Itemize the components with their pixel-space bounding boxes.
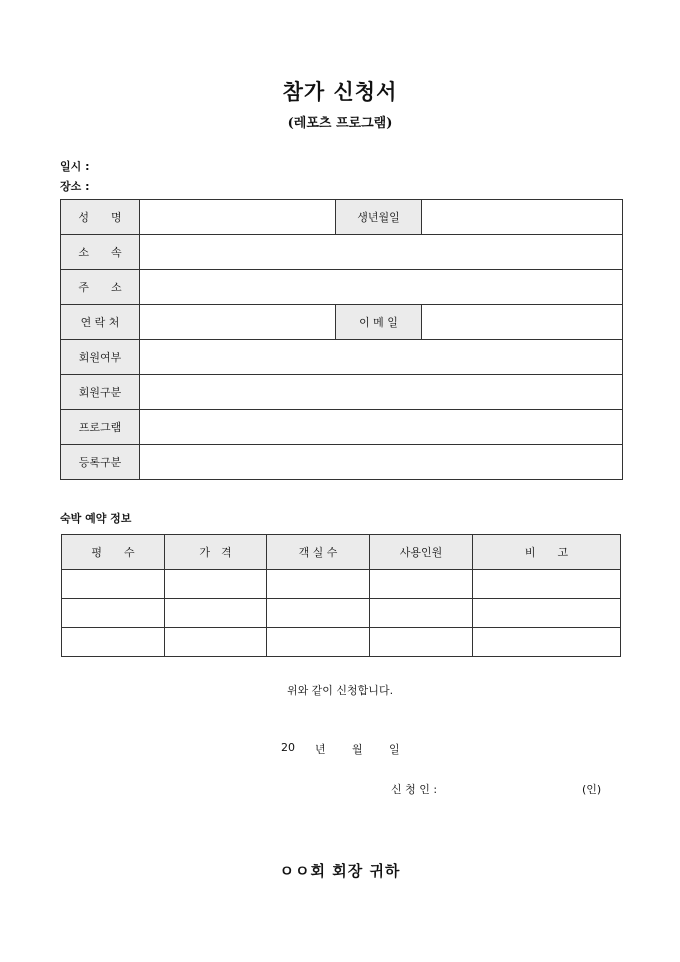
table-cell[interactable] xyxy=(267,570,370,599)
table-cell[interactable] xyxy=(165,599,267,628)
email-input-cell[interactable] xyxy=(422,305,623,340)
column-header-rooms: 객 실 수 xyxy=(267,535,370,570)
table-cell[interactable] xyxy=(267,599,370,628)
program-label: 프로그램 xyxy=(61,410,140,445)
registration-type-input-cell[interactable] xyxy=(140,445,623,480)
name-input-cell[interactable] xyxy=(140,200,336,235)
table-cell[interactable] xyxy=(473,570,621,599)
year-prefix: 20 xyxy=(281,741,295,754)
table-cell[interactable] xyxy=(165,570,267,599)
confirmation-text: 위와 같이 신청합니다. xyxy=(286,684,394,697)
affiliation-label: 소 속 xyxy=(61,235,140,270)
contact-input-cell[interactable] xyxy=(140,305,336,340)
table-cell[interactable] xyxy=(370,599,473,628)
table-cell[interactable] xyxy=(267,628,370,657)
table-cell[interactable] xyxy=(62,570,165,599)
address-label: 주 소 xyxy=(61,270,140,305)
table-row xyxy=(62,599,621,628)
table-cell[interactable] xyxy=(370,570,473,599)
column-header-occupants: 사용인원 xyxy=(370,535,473,570)
application-form-table xyxy=(60,199,623,480)
year-label: 년 xyxy=(315,743,326,756)
member-type-label: 회원구분 xyxy=(61,375,140,410)
table-cell[interactable] xyxy=(473,628,621,657)
addressee: ㅇㅇ회 회장 귀하 xyxy=(279,862,401,880)
table-cell[interactable] xyxy=(62,599,165,628)
membership-label: 회원여부 xyxy=(61,340,140,375)
column-header-remarks: 비 고 xyxy=(473,535,621,570)
date-label: 일시 : xyxy=(60,160,90,173)
table-cell[interactable] xyxy=(473,599,621,628)
document-subtitle: (레포츠 프로그램) xyxy=(287,116,393,131)
table-cell[interactable] xyxy=(370,628,473,657)
month-label: 월 xyxy=(352,743,363,756)
day-label: 일 xyxy=(389,743,400,756)
table-cell[interactable] xyxy=(165,628,267,657)
membership-input-cell[interactable] xyxy=(140,340,623,375)
affiliation-input-cell[interactable] xyxy=(140,235,623,270)
applicant-label: 신 청 인 : xyxy=(391,783,438,796)
accommodation-section-title: 숙박 예약 정보 xyxy=(60,512,132,525)
column-header-area: 평 수 xyxy=(62,535,165,570)
place-label: 장소 : xyxy=(60,180,90,193)
birth-date-label: 생년월일 xyxy=(336,200,422,235)
table-row xyxy=(62,628,621,657)
registration-type-label: 등록구분 xyxy=(61,445,140,480)
email-label: 이 메 일 xyxy=(336,305,422,340)
document-title: 참가 신청서 xyxy=(282,79,398,104)
birth-date-input-cell[interactable] xyxy=(422,200,623,235)
column-header-price: 가 격 xyxy=(165,535,267,570)
accommodation-table xyxy=(61,534,621,657)
seal-label: (인) xyxy=(582,783,602,796)
table-row xyxy=(62,570,621,599)
program-input-cell[interactable] xyxy=(140,410,623,445)
member-type-input-cell[interactable] xyxy=(140,375,623,410)
name-label: 성 명 xyxy=(61,200,140,235)
contact-label: 연 락 처 xyxy=(61,305,140,340)
address-input-cell[interactable] xyxy=(140,270,623,305)
table-cell[interactable] xyxy=(62,628,165,657)
